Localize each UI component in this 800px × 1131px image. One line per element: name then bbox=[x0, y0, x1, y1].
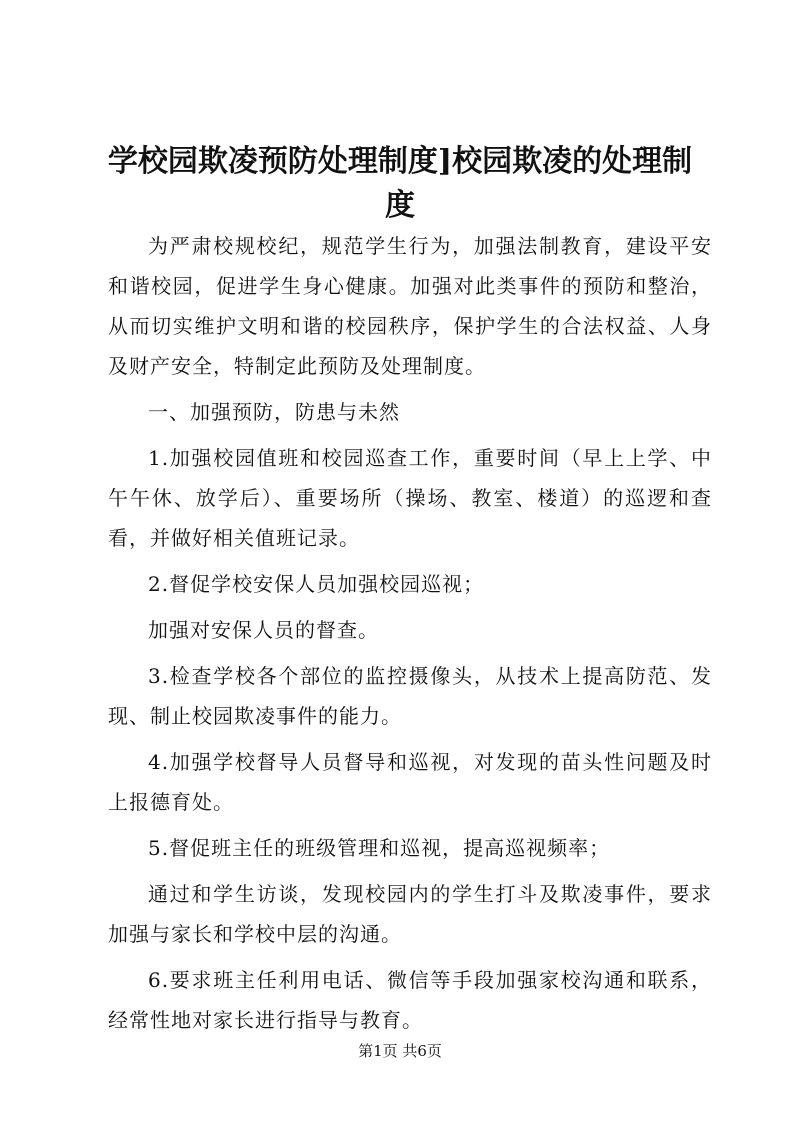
paragraph: 为严肃校规校纪，规范学生行为，加强法制教育，建设平安和谐校园，促进学生身心健康。加强对此类事件的预防和整治，从而切实维护文明和谐的校园秩序，保护学生的合法权益、人身及财产安全，特制定此预防及处理制度。 bbox=[108, 234, 712, 378]
document-body bbox=[108, 226, 712, 1046]
paragraph: 4.加强学校督导人员督导和巡视，对发现的苗头性问题及时上报德育处。 bbox=[108, 750, 712, 814]
document-title: 学校园欺凌预防处理制度]校园欺凌的处理制度 bbox=[107, 144, 693, 223]
paragraph: 5.督促班主任的班级管理和巡视，提高巡视频率； bbox=[148, 836, 611, 860]
paragraph: 2.督促学校安保人员加强校园巡视； bbox=[148, 572, 485, 596]
section-heading: 一、加强预防，防患与未然 bbox=[148, 400, 400, 424]
paragraph: 6.要求班主任利用电话、微信等手段加强家校沟通和联系，经常性地对家长进行指导与教育。 bbox=[108, 968, 712, 1032]
paragraph: 1.加强校园值班和校园巡查工作，重要时间（早上上学、中午午休、放学后）、重要场所（操场、教室、楼道）的巡逻和查看，并做好相关值班记录。 bbox=[108, 446, 712, 550]
paragraph: 3.检查学校各个部位的监控摄像头，从技术上提高防范、发现、制止校园欺凌事件的能力。 bbox=[108, 664, 712, 728]
paragraph: 加强对安保人员的督查。 bbox=[148, 618, 379, 642]
page-number-footer: 第1页 共6页 bbox=[358, 1042, 442, 1060]
paragraph: 通过和学生访谈，发现校园内的学生打斗及欺凌事件，要求加强与家长和学校中层的沟通。 bbox=[108, 882, 712, 946]
